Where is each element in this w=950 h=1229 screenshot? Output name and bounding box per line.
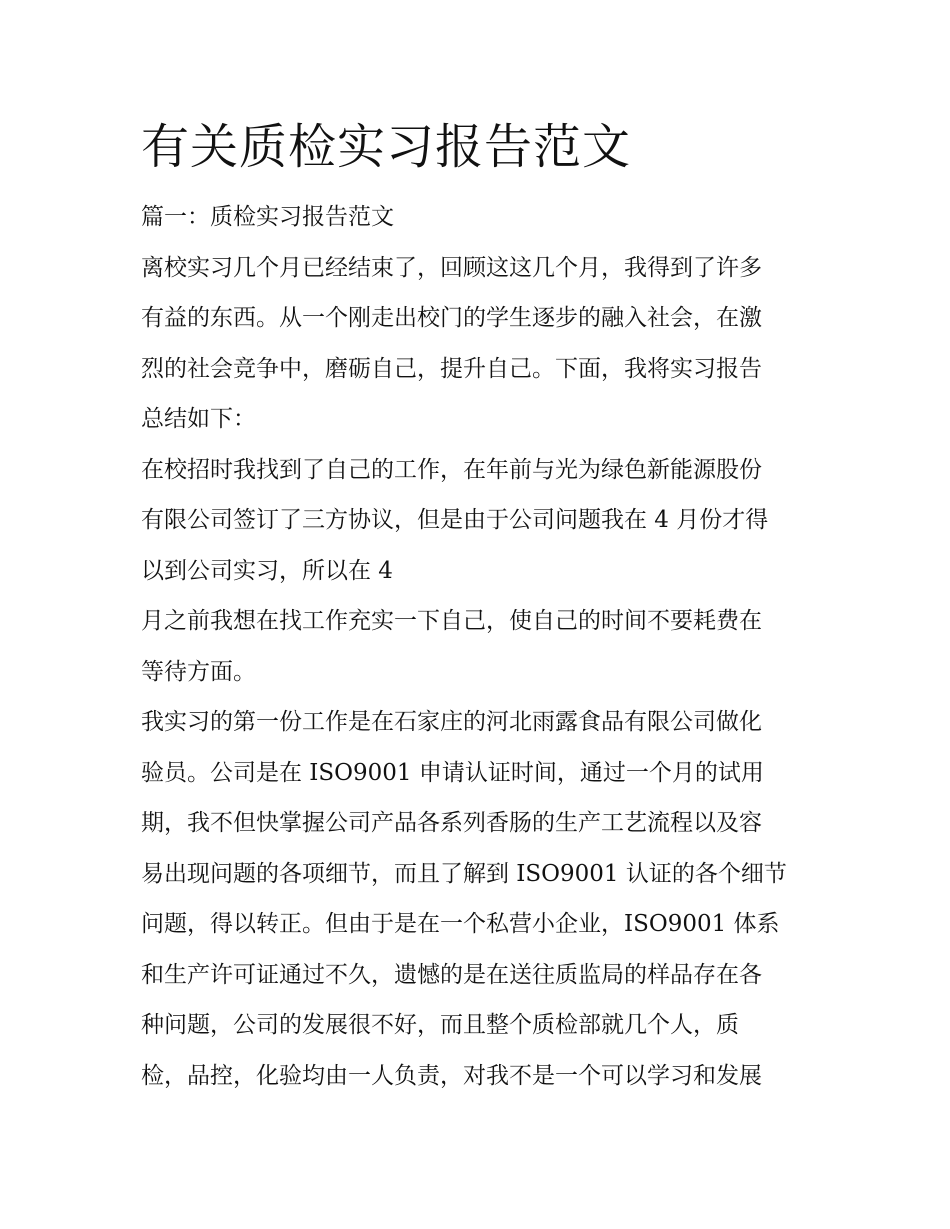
paragraph-line: 烈的社会竞争中，磨砺自己，提升自己。下面，我将实习报告 bbox=[141, 355, 762, 382]
paragraph-line: 在校招时我找到了自己的工作，在年前与光为绿色新能源股份 bbox=[141, 456, 762, 483]
paragraph-line: 我实习的第一份工作是在石家庄的河北雨露食品有限公司做化 bbox=[141, 709, 762, 735]
paragraph-line: 离校实习几个月已经结束了，回顾这这几个月，我得到了许多 bbox=[141, 254, 762, 281]
document-body bbox=[141, 112, 813, 1101]
paragraph-line: 问题，得以转正。但由于是在一个私营小企业，ISO9001 体系 bbox=[141, 911, 780, 937]
paragraph-line: 易出现问题的各项细节，而且了解到 ISO9001 认证的各个细节 bbox=[141, 860, 787, 887]
paragraph-line: 和生产许可证通过不久，遗憾的是在送往质监局的样品存在各 bbox=[141, 961, 762, 988]
paragraph-line: 月之前我想在找工作充实一下自己，使自己的时间不要耗费在 bbox=[141, 608, 762, 634]
paragraph-line: 种问题，公司的发展很不好，而且整个质检部就几个人，质 bbox=[141, 1012, 739, 1038]
paragraph-line: 以到公司实习，所以在 4 bbox=[141, 557, 393, 584]
paragraph-line: 总结如下： bbox=[141, 406, 256, 432]
document-title: 有关质检实习报告范文 bbox=[141, 119, 632, 175]
paragraph-line: 有限公司签订了三方协议，但是由于公司问题我在 4 月份才得 bbox=[141, 507, 769, 533]
paragraph-line: 验员。公司是在 ISO9001 申请认证时间，通过一个月的试用 bbox=[141, 759, 764, 786]
paragraph-line: 检，品控，化验均由一人负责，对我不是一个可以学习和发展 bbox=[141, 1062, 762, 1089]
section-heading: 篇一：质检实习报告范文 bbox=[141, 204, 394, 230]
paragraph-line: 有益的东西。从一个刚走出校门的学生逐步的融入社会，在激 bbox=[141, 305, 762, 331]
paragraph-line: 等待方面。 bbox=[141, 658, 256, 685]
paragraph-line: 期，我不但快掌握公司产品各系列香肠的生产工艺流程以及容 bbox=[141, 810, 762, 836]
